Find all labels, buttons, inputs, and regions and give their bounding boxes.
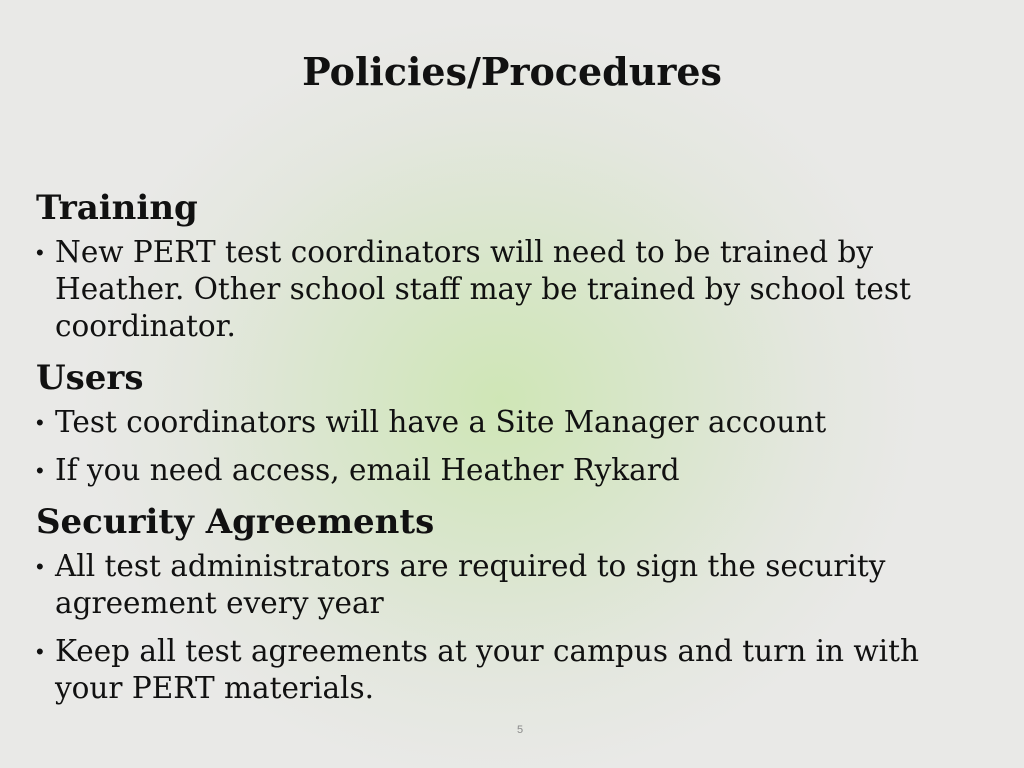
list-item: [36, 452, 986, 489]
bullet-text: Keep all test agreements at your campus and turn in with your PERT materials.: [55, 634, 919, 705]
security-agreements-bullet-list: [36, 548, 986, 707]
section-heading-training: Training: [36, 188, 198, 228]
bullet-text: If you need access, email Heather Rykard: [55, 453, 680, 487]
slide-number: 5: [516, 724, 524, 736]
bullet-icon: •: [36, 554, 44, 579]
bullet-icon: •: [36, 240, 44, 265]
list-item: [36, 404, 986, 441]
bullet-text: All test administrators are required to sign the security agreement every year: [55, 549, 886, 620]
training-bullet-list: [36, 234, 986, 345]
slide-body: [36, 186, 986, 718]
users-bullet-list: [36, 404, 986, 489]
slide-title: Policies/Procedures: [302, 49, 722, 94]
bullet-text: New PERT test coordinators will need to be trained by Heather. Other school staff may be trained by school test coordinator.: [55, 235, 911, 343]
bullet-text: Test coordinators will have a Site Manager account: [55, 405, 827, 439]
list-item: [36, 548, 986, 622]
bullet-icon: •: [36, 410, 44, 435]
list-item: [36, 633, 986, 707]
section-heading-security-agreements: Security Agreements: [36, 502, 435, 542]
section-heading-users: Users: [36, 358, 144, 398]
bullet-icon: •: [36, 639, 44, 664]
list-item: [36, 234, 986, 345]
bullet-icon: •: [36, 458, 44, 483]
